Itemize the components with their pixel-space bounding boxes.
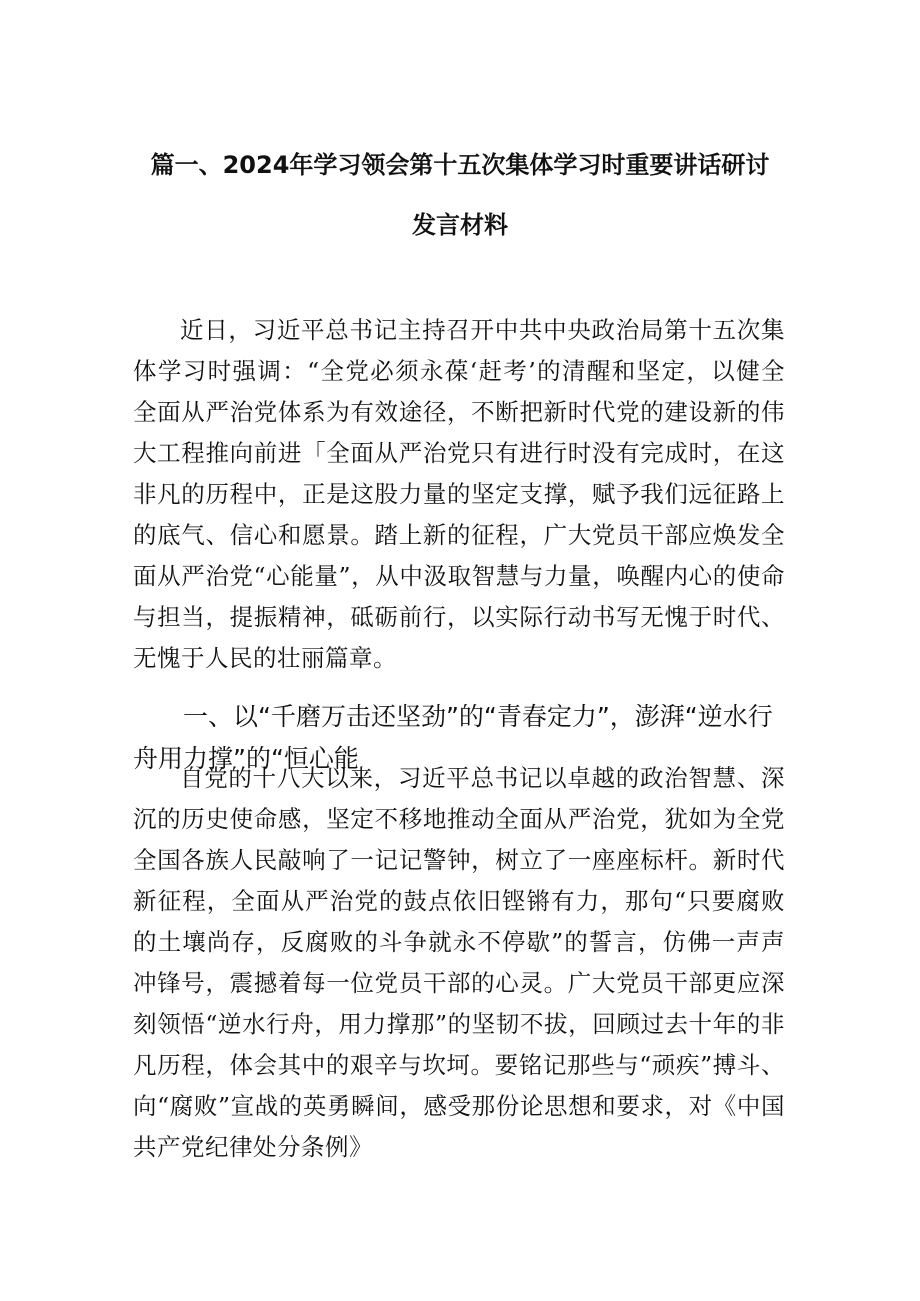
section-heading: 一、以“千磨万击还坚劲”的“青春定力”，澎湃“逆水行舟用力撑”的“恒心能 xyxy=(133,702,773,773)
document-title-continued: 发言材料 xyxy=(412,211,508,239)
body-paragraph: 自党的十八大以来，习近平总书记以卓越的政治智慧、深沉的历史使命感，坚定不移地推动全面从严治党，犹如为全党全国各族人民敲响了一记记警钟，树立了一座座标杆。新时代新征程，全面从严治党的鼓点依旧铿锵有力，那句“只要腐败的土壤尚存，反腐败的斗争就永不停歇”的誓言，仿佛一声声冲锋号，震撼着每一位党员干部的心灵。广大党员干部更应深刻领悟“逆水行舟，用力撑那”的坚韧不拔，回顾过去十年的非凡历程，体会其中的艰辛与坎坷。要铭记那些与“顽疾”搏斗、向“腐败”宣战的英勇瞬间，感受那份论思想和要求，对《中国共产党纪律处分条例》 xyxy=(133,764,785,1161)
document-title: 篇一、2024年学习领会第十五次集体学习时重要讲话研讨 xyxy=(150,151,770,179)
intro-paragraph: 近日，习近平总书记主持召开中共中央政治局第十五次集体学习时强调：“全党必须永葆‘赶考’的清醒和坚定，以健全全面从严治党体系为有效途径，不断把新时代党的建设新的伟大工程推向前进「全面从严治党只有进行时没有完成时，在这非凡的历程中，正是这股力量的坚定支撑，赋予我们远征路上的底气、信心和愿景。踏上新的征程，广大党员干部应焕发全面从严治党“心能量”，从中汲取智慧与力量，唤醒内心的使命与担当，提振精神，砥砺前行，以实际行动书写无愧于时代、无愧于人民的壮丽篇章。 xyxy=(133,316,785,672)
